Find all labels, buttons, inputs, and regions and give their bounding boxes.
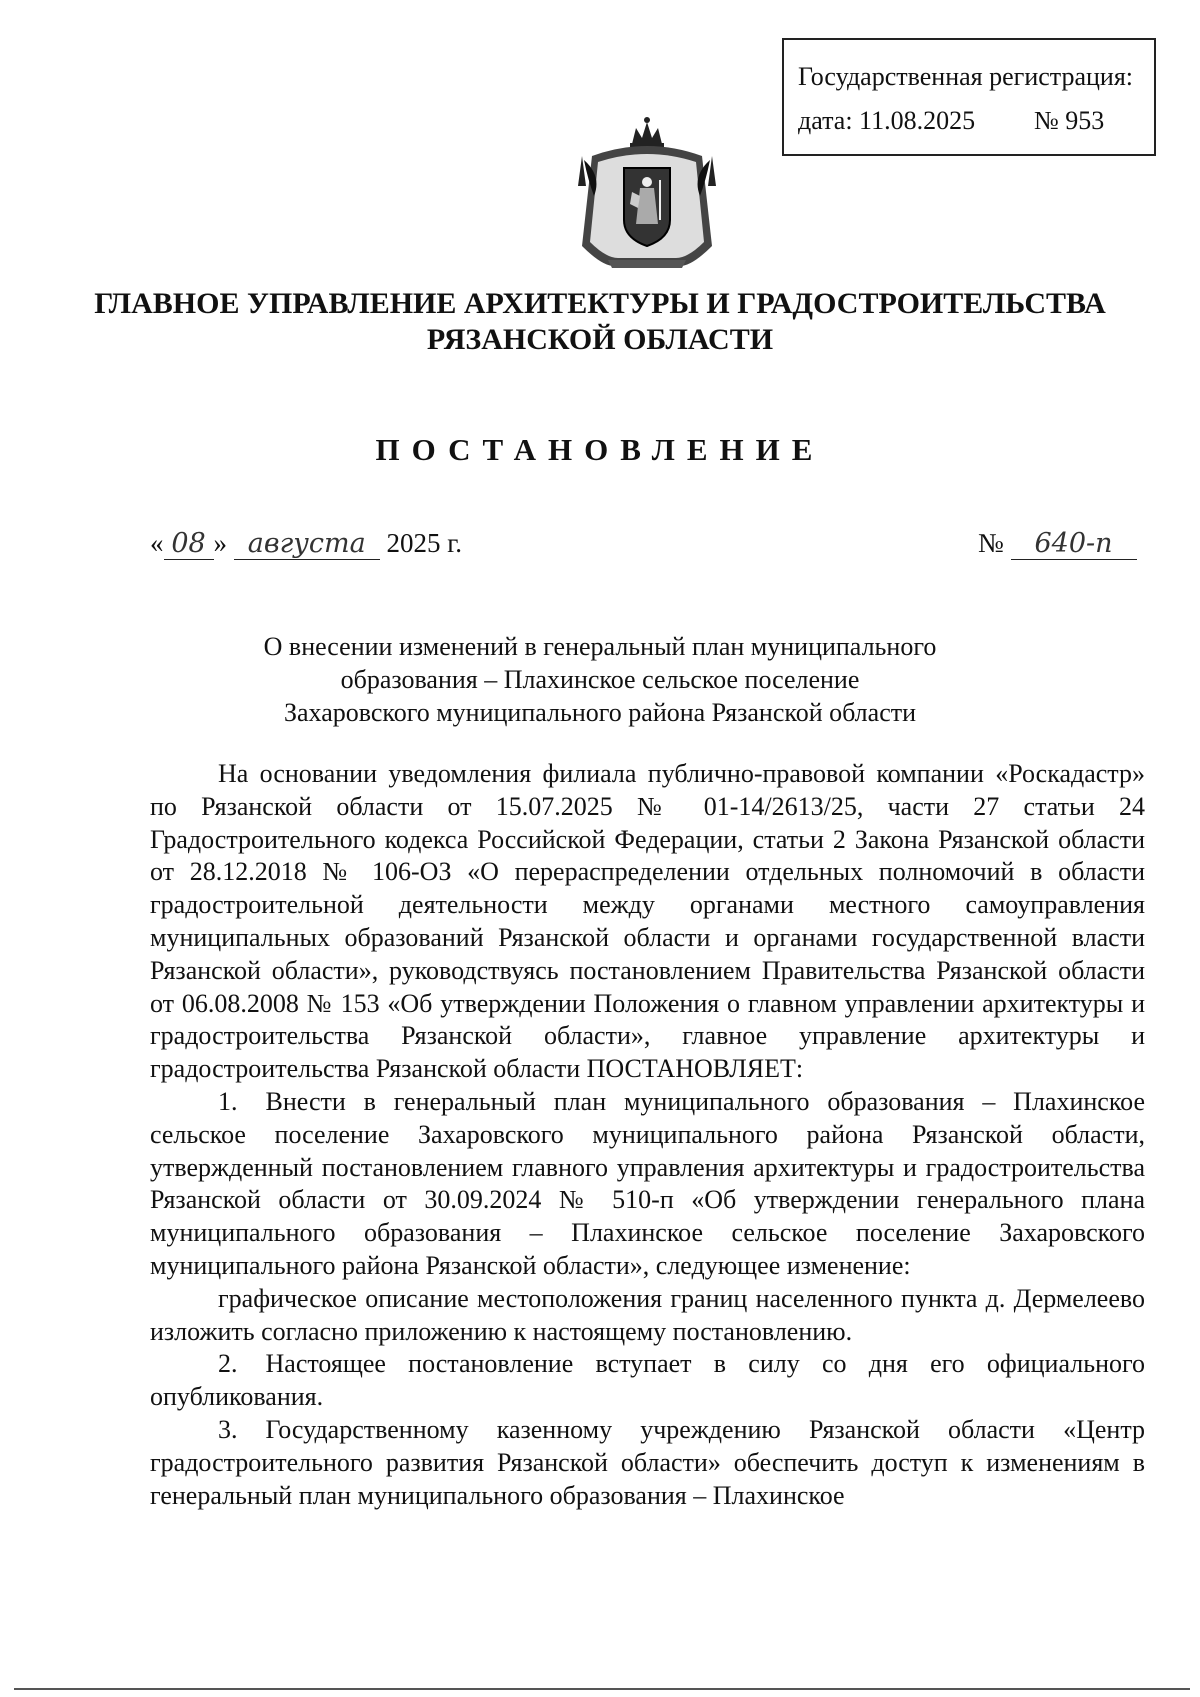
item-3-number: 3.	[218, 1414, 238, 1444]
number-label: №	[978, 528, 1004, 558]
item-3-paragraph	[150, 1414, 1145, 1512]
date-day-handwritten: 08	[164, 528, 214, 560]
number-handwritten: 640-п	[1011, 528, 1137, 560]
document-body	[150, 758, 1145, 1512]
item-1-sub-paragraph: графическое описание местоположения границ населенного пункта д. Дермелеево изложить согласно приложению к настоящему постановлению.	[150, 1283, 1145, 1346]
subject-line-3: Захаровского муниципального района Рязанской области	[283, 698, 917, 727]
registration-stamp	[782, 38, 1156, 156]
item-2-number: 2.	[218, 1349, 238, 1379]
item-1-number: 1.	[218, 1086, 238, 1116]
item-2-text: Настоящее постановление вступает в силу со дня его официального опубликования.	[150, 1349, 1145, 1412]
subject-line-2: образования – Плахинское сельское поселение	[340, 665, 860, 694]
issuing-agency	[80, 286, 1120, 358]
page-bottom-edge	[14, 1688, 1190, 1690]
document-date	[150, 528, 462, 560]
preamble-paragraph: На основании уведомления филиала публично-правовой компании «Роскадастр» по Рязанской области от 15.07.2025 № 01-14/2613/25, части 27 статьи 24 Градостроительного кодекса Российской Федерации, статьи 2 Закона Рязанской области от 28.12.2018 № 106-ОЗ «О перераспределении отдельных полномочий в области градостроительной деятельности между органами местного самоуправления муниципальных образований Рязанской области и органами государственной власти Рязанской области», руководствуясь постановлением Правительства Рязанской области от 06.08.2008 № 153 «Об утверждении Положения о главном управлении архитектуры и градостроительства Рязанской области», главное управление архитектуры и градостроительства Рязанской области ПОСТАНОВЛЯЕТ:	[150, 759, 1145, 1084]
item-1-paragraph	[150, 1086, 1145, 1283]
document-number	[978, 528, 1137, 560]
date-close-quote: »	[213, 528, 227, 558]
item-3-text: Государственному казенному учреждению Рязанской области «Центр градостроительного развития Рязанской области» обеспечить доступ к изменениям в генеральный план муниципального образования – Плахинское	[150, 1414, 1145, 1510]
registration-number: № 953	[1034, 106, 1105, 135]
ryazan-coat-of-arms-icon	[572, 116, 722, 276]
subject-line-1: О внесении изменений в генеральный план муниципального	[263, 632, 937, 661]
document-subject	[150, 630, 1050, 729]
date-month-handwritten: августа	[234, 528, 380, 560]
document-type: ПОСТАНОВЛЕНИЕ	[375, 432, 825, 467]
agency-line-2: РЯЗАНСКОЙ ОБЛАСТИ	[426, 323, 774, 356]
agency-line-1: ГЛАВНОЕ УПРАВЛЕНИЕ АРХИТЕКТУРЫ И ГРАДОСТРОИТЕЛЬСТВА	[94, 287, 1106, 320]
registration-title: Государственная регистрация:	[798, 62, 1134, 91]
registration-date: дата: 11.08.2025	[798, 106, 976, 135]
item-2-paragraph	[150, 1348, 1145, 1414]
date-year: 2025 г.	[386, 528, 463, 558]
item-1-text: Внести в генеральный план муниципального образования – Плахинское сельское поселение Захаровского муниципального района Рязанской области, утвержденный постановлением главного управления архитектуры и градостроительства Рязанской области от 30.09.2024 № 510-п «Об утверждении генерального плана муниципального образования – Плахинское сельское поселение Захаровского муниципального района Рязанской области», следующее изменение:	[150, 1086, 1145, 1280]
date-open-quote: «	[150, 528, 164, 558]
